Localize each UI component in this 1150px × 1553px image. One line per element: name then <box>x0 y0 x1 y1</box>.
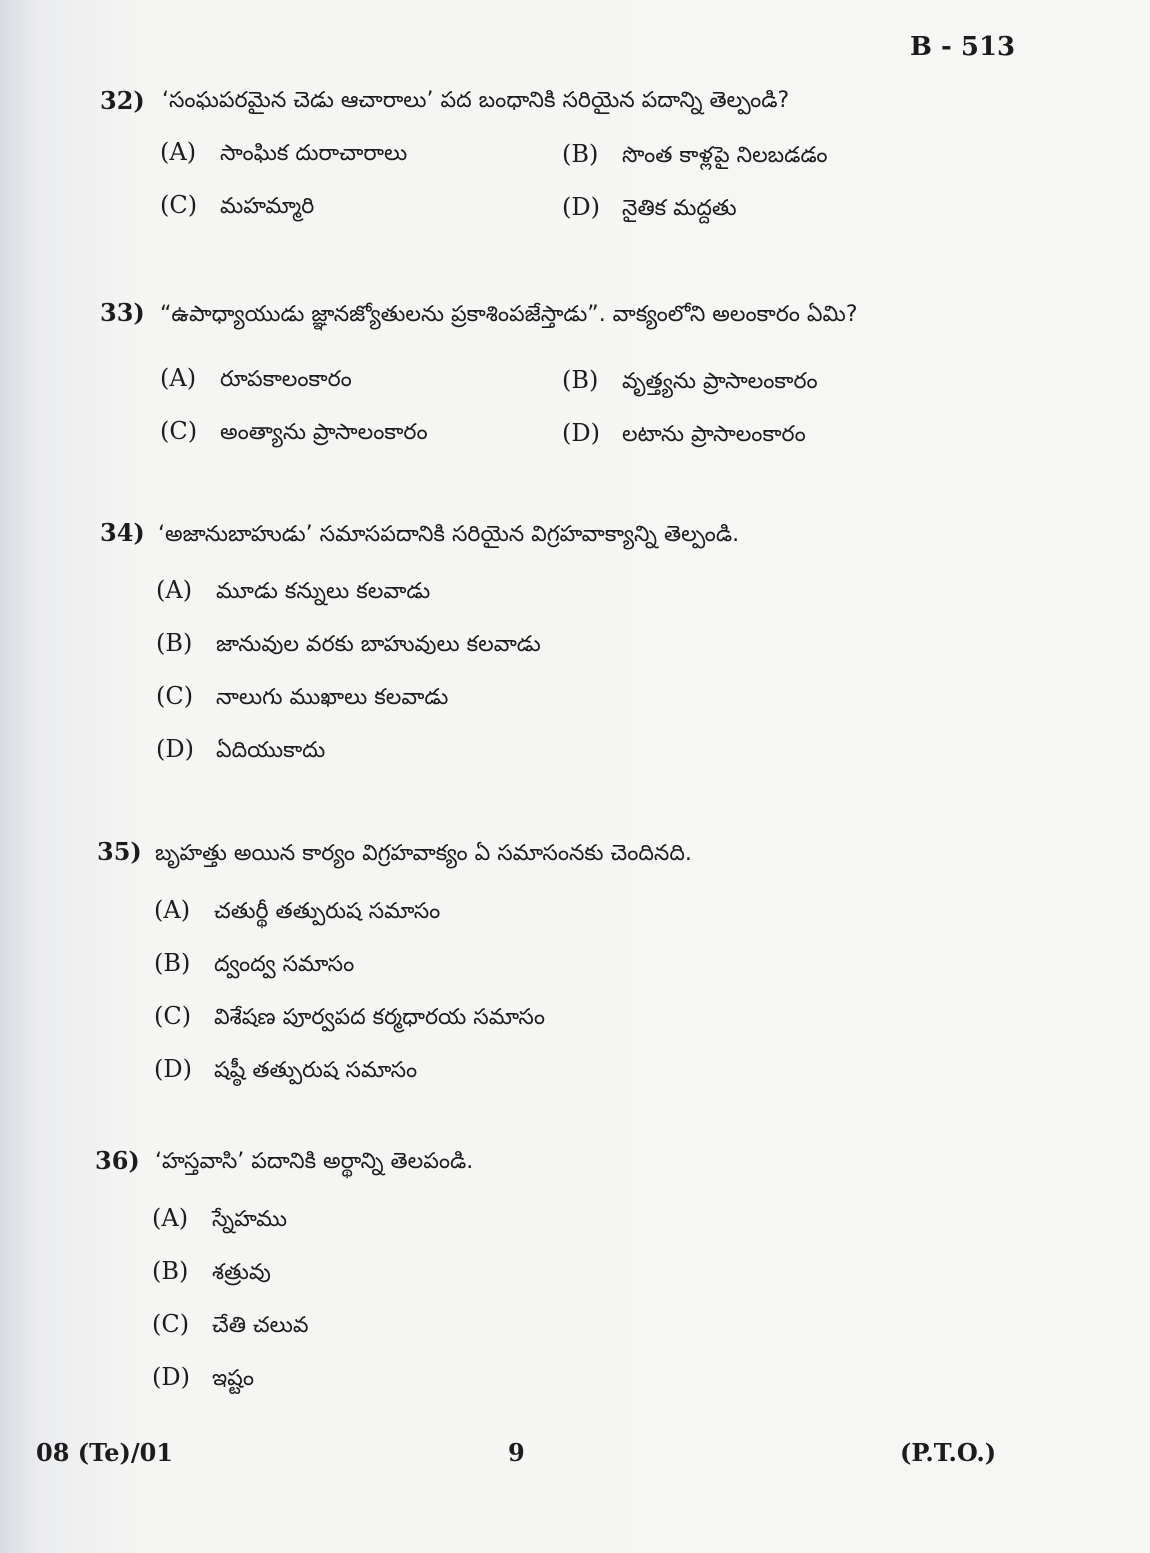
option-c <box>152 1310 309 1343</box>
option-label: (A) <box>152 1204 189 1232</box>
option-text: ద్వంద్వ సమాసం <box>214 952 355 977</box>
option-text: స్నేహము <box>212 1207 288 1232</box>
option-label: (C) <box>152 1310 190 1338</box>
option-d <box>562 419 806 452</box>
question-text: బృహత్తు అయిన కార్యం విగ్రహవాక్యం ఏ సమాసంనకు చెందినది. <box>155 841 692 866</box>
option-text: సాంఘిక దురాచారాలు <box>220 141 408 166</box>
option-a <box>160 138 407 171</box>
option-label: (D) <box>152 1363 190 1391</box>
option-b <box>152 1257 271 1290</box>
option-label: (D) <box>156 735 194 763</box>
option-text: మూడు కన్నులు కలవాడు <box>216 579 431 604</box>
question-text: “ఉపాధ్యాయుడు జ్ఞానజ్యోతులను ప్రకాశింపజేస్తాడు”. వాక్యంలోని అలంకారం ఏమి? <box>160 302 858 327</box>
question-number: 34) <box>100 518 145 547</box>
option-text: జానువుల వరకు బాహువులు కలవాడు <box>216 632 541 657</box>
option-label: (D) <box>562 193 600 221</box>
option-text: విశేషణ పూర్వపద కర్మధారయ సమాసం <box>214 1005 546 1030</box>
option-label: (A) <box>156 576 193 604</box>
option-b <box>562 140 828 173</box>
option-text: నాలుగు ముఖాలు కలవాడు <box>216 685 449 710</box>
option-label: (A) <box>160 138 197 166</box>
option-label: (D) <box>562 419 600 447</box>
option-label: (A) <box>160 364 197 392</box>
option-label: (C) <box>160 417 198 445</box>
question-number: 32) <box>100 86 145 115</box>
option-text: చతుర్థీ తత్పురుష సమాసం <box>214 899 441 924</box>
question-text: ‘హస్తవాసి’ పదానికి అర్థాన్ని తెలపండి. <box>155 1149 474 1174</box>
option-b <box>156 629 541 662</box>
option-label: (C) <box>160 191 198 219</box>
option-text: లటాను ప్రాసాలంకారం <box>622 422 806 447</box>
option-b <box>154 949 354 982</box>
option-label: (B) <box>562 366 599 394</box>
page-number: 9 <box>508 1438 525 1467</box>
option-text: ఏదియుకాదు <box>216 738 326 763</box>
option-c <box>160 191 314 224</box>
option-a <box>154 896 440 929</box>
option-a <box>152 1204 287 1237</box>
option-b <box>562 366 818 399</box>
option-d <box>156 735 325 768</box>
question-text: ‘అజానుబాహుడు’ సమాసపదానికి సరియైన విగ్రహవాక్యాన్ని తెల్పండి. <box>158 522 740 547</box>
footer-paper-id: 08 (Te)/01 <box>36 1438 174 1467</box>
option-label: (B) <box>154 949 191 977</box>
option-text: సొంత కాళ్లపై నిలబడడం <box>622 143 828 168</box>
option-text: వృత్త్యను ప్రాసాలంకారం <box>622 369 818 394</box>
option-text: షష్ఠీ తత్పురుష సమాసం <box>214 1058 418 1083</box>
footer-pto: (P.T.O.) <box>900 1438 997 1467</box>
option-text: చేతి చలువ <box>212 1313 309 1338</box>
option-label: (A) <box>154 896 191 924</box>
option-d <box>154 1055 417 1088</box>
option-d <box>152 1363 254 1396</box>
option-label: (B) <box>152 1257 189 1285</box>
option-text: మహమ్మారి <box>220 194 315 219</box>
option-a <box>160 364 352 397</box>
paper-code: B - 513 <box>910 32 1016 62</box>
option-c <box>156 682 448 715</box>
option-text: రూపకాలంకారం <box>220 367 352 392</box>
option-label: (B) <box>562 140 599 168</box>
question-number: 33) <box>100 298 145 327</box>
option-text: నైతిక మద్దతు <box>622 196 737 221</box>
option-label: (C) <box>156 682 194 710</box>
option-label: (B) <box>156 629 193 657</box>
option-a <box>156 576 430 609</box>
question-number: 36) <box>95 1146 140 1175</box>
option-d <box>562 193 737 226</box>
option-c <box>154 1002 545 1035</box>
option-text: అంత్యాను ప్రాసాలంకారం <box>220 420 428 445</box>
question-text: ‘సంఘపరమైన చెడు ఆచారాలు’ పద బంధానికి సరియైన పదాన్ని తెల్పండి? <box>162 88 790 113</box>
option-label: (C) <box>154 1002 192 1030</box>
option-text: ఇష్టం <box>212 1366 254 1391</box>
option-label: (D) <box>154 1055 192 1083</box>
question-number: 35) <box>97 837 142 866</box>
option-c <box>160 417 428 450</box>
option-text: శత్రువు <box>212 1260 271 1285</box>
